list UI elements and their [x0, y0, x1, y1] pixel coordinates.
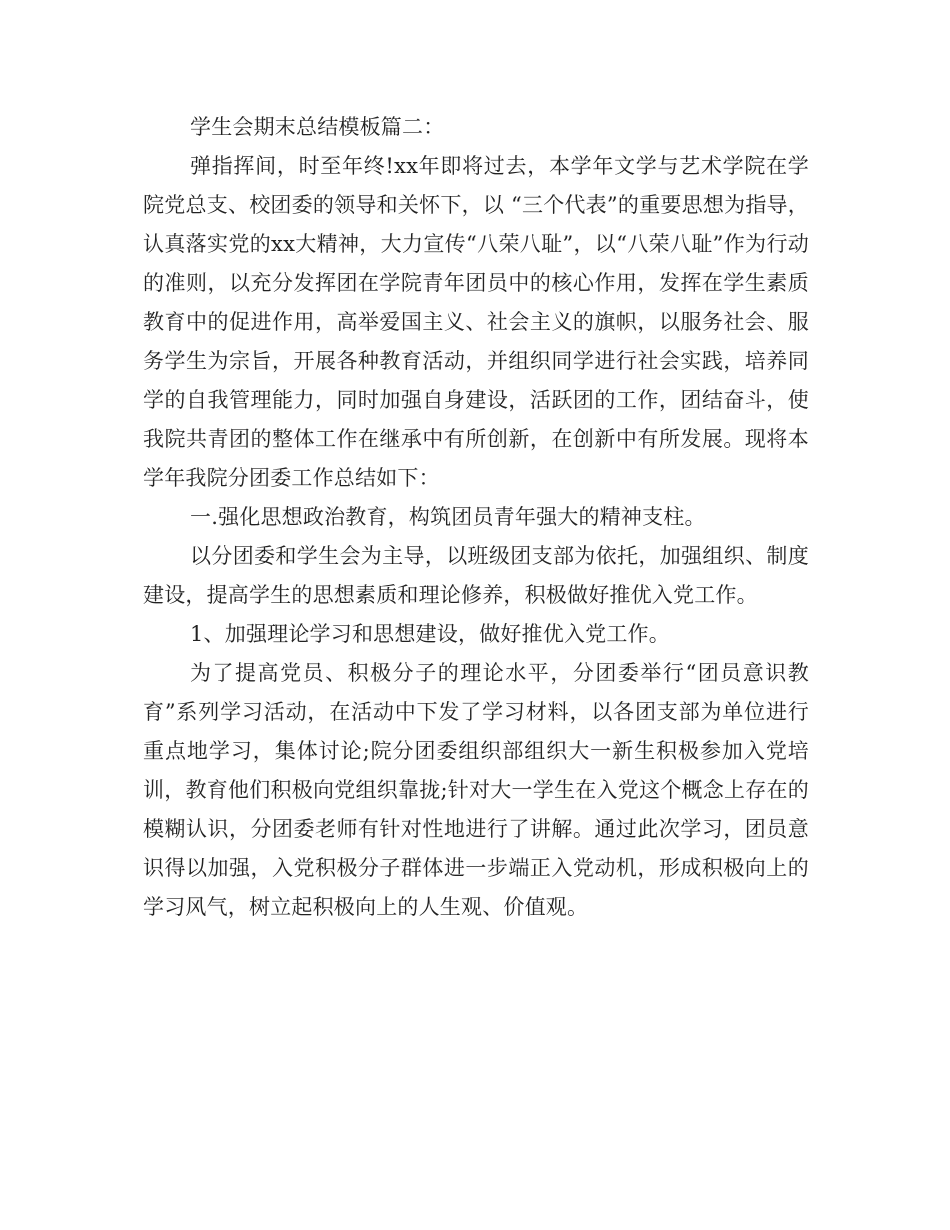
intro-paragraph: 弹指挥间，时至年终!xx年即将过去，本学年文学与艺术学院在学院党总支、校团委的领导和关怀下，以 “三个代表”的重要思想为指导，认真落实党的xx大精神，大力宣传“八荣八耻”，以“八荣八耻”作为行动的准则，以充分发挥团在学院青年团员中的核心作用，发挥在学生素质教育中的促进作用，高举爱国主义、社会主义的旗帜，以服务社会、服务学生为宗旨，开展各种教育活动，并组织同学进行社会实践，培养同学的自我管理能力，同时加强自身建设，活跃团的工作，团结奋斗，使我院共青团的整体工作在继承中有所创新，在创新中有所发展。现将本学年我院分团委工作总结如下： [143, 154, 809, 490]
section-title: 学生会期末总结模板篇二： [190, 115, 445, 139]
section-one-paragraph: 以分团委和学生会为主导，以班级团支部为依托，加强组织、制度建设，提高学生的思想素质和理论修养，积极做好推优入党工作。 [143, 544, 809, 607]
section-heading-one: 一.强化思想政治教育，构筑团员青年强大的精神支柱。 [190, 505, 706, 529]
subsection-heading-one: 1、加强理论学习和思想建设，做好推优入党工作。 [190, 622, 670, 646]
subsection-one-paragraph: 为了提高党员、积极分子的理论水平，分团委举行“团员意识教育”系列学习活动，在活动中下发了学习材料，以各团支部为单位进行重点地学习，集体讨论;院分团委组织部组织大一新生积极参加入党培训，教育他们积极向党组织靠拢;针对大一学生在入党这个概念上存在的模糊认识，分团委老师有针对性地进行了讲解。通过此次学习，团员意识得以加强，入党积极分子群体进一步端正入党动机，形成积极向上的学习风气，树立起积极向上的人生观、价值观。 [143, 661, 809, 919]
document-body [143, 108, 809, 927]
